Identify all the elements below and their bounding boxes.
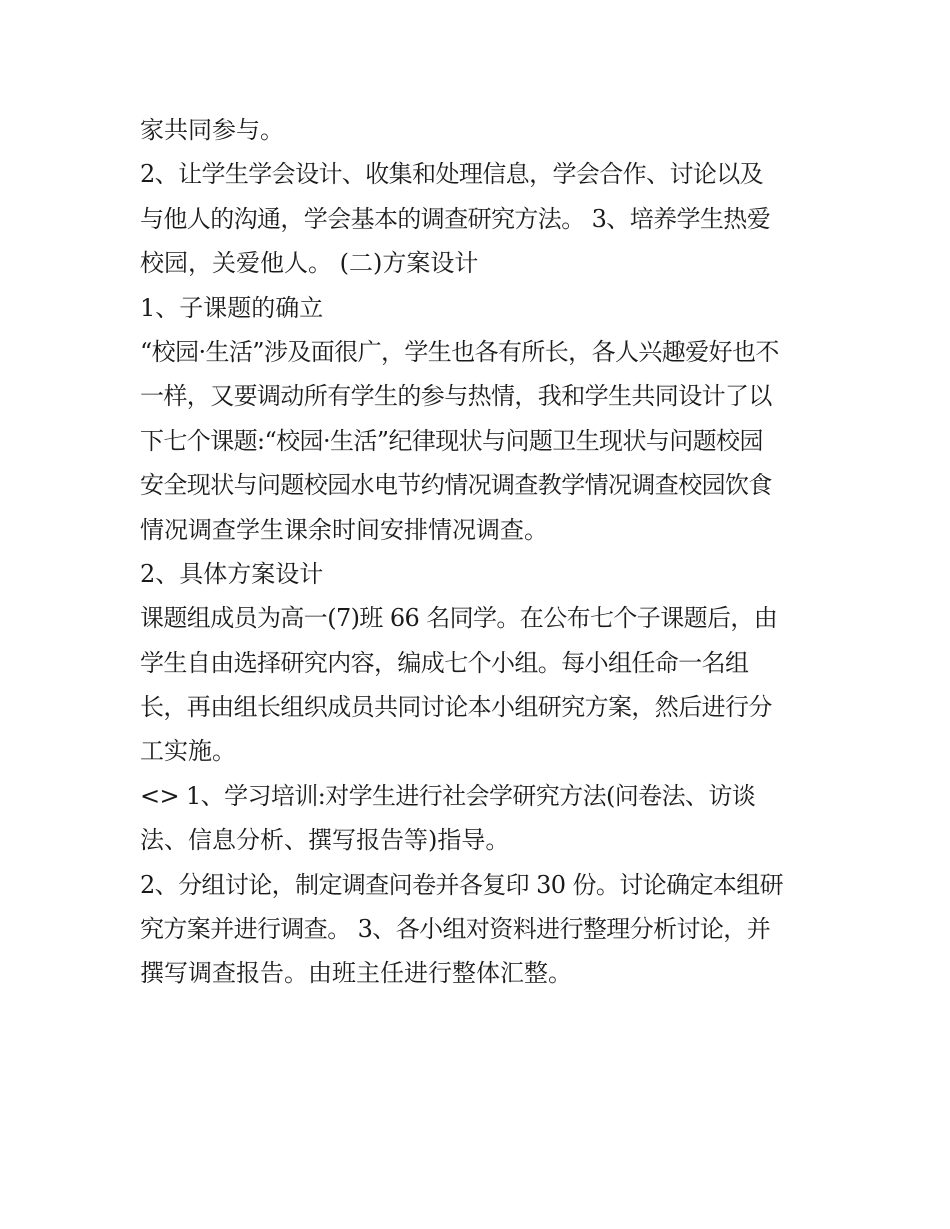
text-line: 工实施。 (140, 737, 236, 766)
text-line: 与他人的沟通，学会基本的调查研究方法。 3、培养学生热爱 (140, 204, 771, 233)
document-body (140, 108, 820, 996)
section-heading: 2、具体方案设计 (140, 559, 324, 588)
text-line: 长，再由组长组织成员共同讨论本小组研究方案，然后进行分 (140, 693, 772, 722)
text-line: “校园·生活”涉及面很广，学生也各有所长，各人兴趣爱好也不 (140, 337, 779, 366)
text-line: 2、让学生学会设计、收集和处理信息，学会合作、讨论以及 (140, 160, 764, 189)
text-line: 安全现状与问题校园水电节约情况调查教学情况调查校园饮食 (140, 471, 772, 500)
text-line: 下七个课题:“校园·生活”纪律现状与问题卫生现状与问题校园 (140, 426, 763, 455)
text-line: 一样，又要调动所有学生的参与热情，我和学生共同设计了以 (140, 382, 772, 411)
text-line: <> 1、学习培训:对学生进行社会学研究方法(问卷法、访谈 (140, 781, 756, 810)
text-line: 法、信息分析、撰写报告等)指导。 (140, 826, 510, 855)
section-heading: 1、子课题的确立 (140, 293, 324, 322)
text-line: 2、分组讨论，制定调查问卷并各复印 30 份。讨论确定本组研 (140, 870, 784, 899)
text-line: 课题组成员为高一(7)班 66 名同学。在公布七个子课题后，由 (140, 604, 778, 633)
text-line: 究方案并进行调查。 3、各小组对资料进行整理分析讨论，并 (140, 915, 771, 944)
text-line: 学生自由选择研究内容，编成七个小组。每小组任命一名组 (140, 648, 749, 677)
text-line: 家共同参与。 (140, 116, 284, 144)
text-line: 校园，关爱他人。 (二)方案设计 (140, 249, 479, 278)
text-line: 情况调查学生课余时间安排情况调查。 (140, 515, 548, 544)
text-line: 撰写调查报告。由班主任进行整体汇整。 (140, 959, 572, 988)
